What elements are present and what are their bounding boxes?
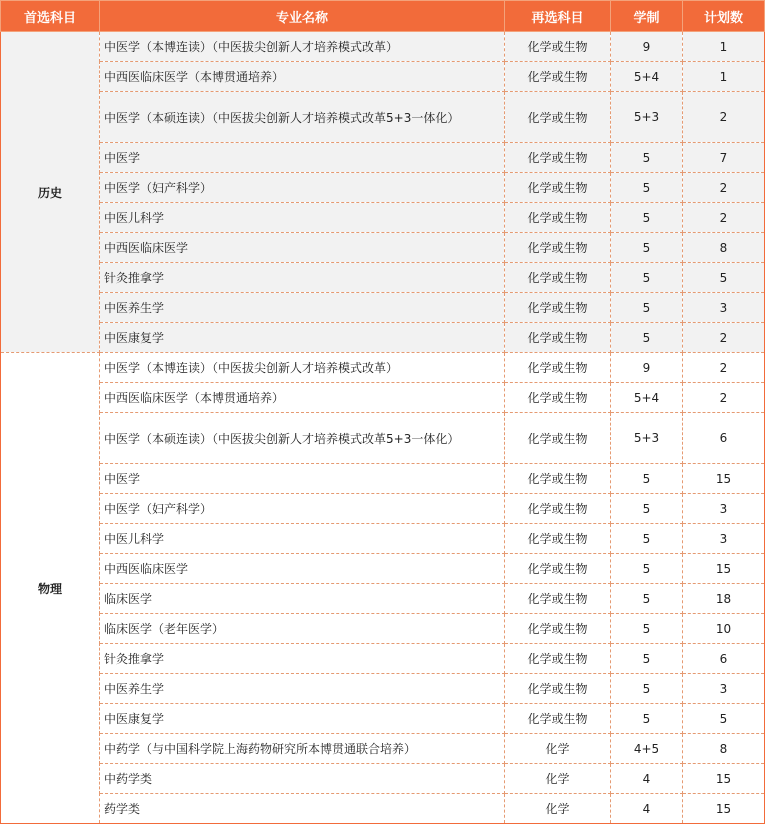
table-row: [1, 704, 765, 734]
years-cell: 5+3: [611, 92, 683, 143]
reselect-cell: 化学或生物: [505, 293, 611, 323]
plan-cell: 2: [683, 383, 765, 413]
years-cell: 5: [611, 173, 683, 203]
plan-cell: 3: [683, 293, 765, 323]
header-plan: 计划数: [683, 1, 765, 32]
table-row: [1, 674, 765, 704]
reselect-cell: 化学或生物: [505, 203, 611, 233]
years-cell: 5: [611, 554, 683, 584]
major-cell: 中医养生学: [100, 674, 505, 704]
major-cell: 中医学（本硕连读）（中医拔尖创新人才培养模式改革5+3一体化）: [100, 92, 505, 143]
reselect-cell: 化学或生物: [505, 383, 611, 413]
reselect-cell: 化学或生物: [505, 32, 611, 62]
header-subject: 首选科目: [1, 1, 100, 32]
years-cell: 5+3: [611, 413, 683, 464]
plan-cell: 15: [683, 464, 765, 494]
major-cell: 中西医临床医学（本博贯通培养）: [100, 62, 505, 92]
header-years: 学制: [611, 1, 683, 32]
table-header: [1, 1, 765, 32]
table-row: [1, 62, 765, 92]
reselect-cell: 化学: [505, 764, 611, 794]
reselect-cell: 化学或生物: [505, 584, 611, 614]
major-cell: 中医学: [100, 464, 505, 494]
table-row: [1, 92, 765, 143]
plan-cell: 18: [683, 584, 765, 614]
group-physics: [1, 353, 765, 824]
reselect-cell: 化学或生物: [505, 233, 611, 263]
major-cell: 针灸推拿学: [100, 263, 505, 293]
years-cell: 5: [611, 263, 683, 293]
reselect-cell: 化学或生物: [505, 62, 611, 92]
reselect-cell: 化学或生物: [505, 524, 611, 554]
plan-cell: 3: [683, 674, 765, 704]
plan-cell: 6: [683, 413, 765, 464]
years-cell: 5: [611, 644, 683, 674]
plan-cell: 15: [683, 764, 765, 794]
table-row: [1, 584, 765, 614]
table-row: [1, 323, 765, 353]
years-cell: 5: [611, 584, 683, 614]
major-cell: 药学类: [100, 794, 505, 824]
reselect-cell: 化学: [505, 794, 611, 824]
major-cell: 中医学（妇产科学）: [100, 173, 505, 203]
reselect-cell: 化学: [505, 734, 611, 764]
major-cell: 中医康复学: [100, 323, 505, 353]
years-cell: 5+4: [611, 383, 683, 413]
table-row: [1, 173, 765, 203]
years-cell: 5: [611, 464, 683, 494]
major-cell: 中医学（妇产科学）: [100, 494, 505, 524]
years-cell: 5+4: [611, 62, 683, 92]
plan-cell: 15: [683, 554, 765, 584]
plan-cell: 1: [683, 62, 765, 92]
table-row: [1, 413, 765, 464]
major-cell: 中医学（本博连读）（中医拔尖创新人才培养模式改革）: [100, 32, 505, 62]
header-row: [1, 1, 765, 32]
major-cell: 中医儿科学: [100, 524, 505, 554]
reselect-cell: 化学或生物: [505, 464, 611, 494]
reselect-cell: 化学或生物: [505, 413, 611, 464]
major-cell: 针灸推拿学: [100, 644, 505, 674]
plan-cell: 2: [683, 203, 765, 233]
table-row: [1, 383, 765, 413]
years-cell: 5: [611, 323, 683, 353]
table-row: [1, 494, 765, 524]
header-major: 专业名称: [100, 1, 505, 32]
reselect-cell: 化学或生物: [505, 554, 611, 584]
years-cell: 5: [611, 293, 683, 323]
group-history: [1, 32, 765, 353]
plan-cell: 2: [683, 353, 765, 383]
plan-cell: 2: [683, 323, 765, 353]
years-cell: 4+5: [611, 734, 683, 764]
subject-cell: 物理: [1, 353, 100, 824]
years-cell: 5: [611, 524, 683, 554]
plan-cell: 3: [683, 494, 765, 524]
years-cell: 5: [611, 674, 683, 704]
years-cell: 5: [611, 614, 683, 644]
table-row: [1, 353, 765, 383]
table-row: [1, 233, 765, 263]
plan-cell: 6: [683, 644, 765, 674]
table-row: [1, 764, 765, 794]
plan-cell: 8: [683, 233, 765, 263]
major-cell: 临床医学: [100, 584, 505, 614]
plan-cell: 10: [683, 614, 765, 644]
subject-cell: 历史: [1, 32, 100, 353]
table-row: [1, 524, 765, 554]
plan-cell: 3: [683, 524, 765, 554]
major-cell: 中西医临床医学: [100, 554, 505, 584]
plan-cell: 5: [683, 704, 765, 734]
plan-cell: 7: [683, 143, 765, 173]
years-cell: 4: [611, 794, 683, 824]
major-cell: 中医康复学: [100, 704, 505, 734]
table-row: [1, 734, 765, 764]
table-row: [1, 614, 765, 644]
plan-cell: 8: [683, 734, 765, 764]
table-row: [1, 794, 765, 824]
years-cell: 4: [611, 764, 683, 794]
major-cell: 中西医临床医学（本博贯通培养）: [100, 383, 505, 413]
years-cell: 5: [611, 704, 683, 734]
reselect-cell: 化学或生物: [505, 674, 611, 704]
reselect-cell: 化学或生物: [505, 143, 611, 173]
major-cell: 中医养生学: [100, 293, 505, 323]
major-cell: 中药学（与中国科学院上海药物研究所本博贯通联合培养）: [100, 734, 505, 764]
table-row: [1, 293, 765, 323]
reselect-cell: 化学或生物: [505, 173, 611, 203]
years-cell: 5: [611, 233, 683, 263]
reselect-cell: 化学或生物: [505, 644, 611, 674]
reselect-cell: 化学或生物: [505, 323, 611, 353]
major-cell: 中医学（本硕连读）（中医拔尖创新人才培养模式改革5+3一体化）: [100, 413, 505, 464]
reselect-cell: 化学或生物: [505, 704, 611, 734]
major-cell: 临床医学（老年医学）: [100, 614, 505, 644]
major-cell: 中药学类: [100, 764, 505, 794]
plan-cell: 15: [683, 794, 765, 824]
table-row: [1, 554, 765, 584]
years-cell: 5: [611, 203, 683, 233]
plan-cell: 2: [683, 173, 765, 203]
years-cell: 9: [611, 353, 683, 383]
major-cell: 中医儿科学: [100, 203, 505, 233]
table-row: [1, 263, 765, 293]
table-row: [1, 32, 765, 62]
table-row: [1, 203, 765, 233]
reselect-cell: 化学或生物: [505, 92, 611, 143]
table-row: [1, 644, 765, 674]
plan-cell: 2: [683, 92, 765, 143]
plan-cell: 1: [683, 32, 765, 62]
major-cell: 中西医临床医学: [100, 233, 505, 263]
header-reselect: 再选科目: [505, 1, 611, 32]
years-cell: 5: [611, 143, 683, 173]
years-cell: 9: [611, 32, 683, 62]
reselect-cell: 化学或生物: [505, 494, 611, 524]
reselect-cell: 化学或生物: [505, 614, 611, 644]
reselect-cell: 化学或生物: [505, 353, 611, 383]
years-cell: 5: [611, 494, 683, 524]
major-cell: 中医学: [100, 143, 505, 173]
table-row: [1, 143, 765, 173]
plan-cell: 5: [683, 263, 765, 293]
major-cell: 中医学（本博连读）（中医拔尖创新人才培养模式改革）: [100, 353, 505, 383]
table-row: [1, 464, 765, 494]
reselect-cell: 化学或生物: [505, 263, 611, 293]
